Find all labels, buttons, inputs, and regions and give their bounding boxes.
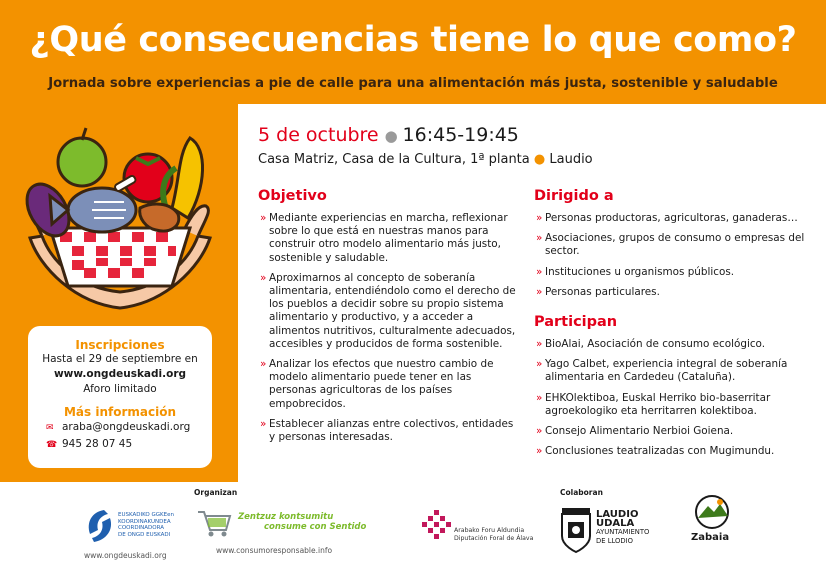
registration-box: [28, 326, 212, 468]
event-date: 5 de octubre: [258, 124, 379, 146]
list-item: » Yago Calbet, experiencia integral de soberanía alimentaria en Cardedeu (Cataluña).: [536, 358, 806, 384]
inscriptions-title: Inscripciones: [75, 338, 165, 352]
list-item: » Consejo Alimentario Nerbioi Goiena.: [536, 425, 806, 438]
dirigido-list: [536, 212, 806, 306]
list-item: » Analizar los efectos que nuestro cambio de modelo alimentario puede tener en las personas agricultoras de los países empobrecidos.: [260, 358, 516, 411]
zentzuz-line: consume con Sentido: [264, 522, 367, 532]
list-item: » Establecer alianzas entre colectivos, entidades y personas interesadas.: [260, 418, 516, 444]
ongd-line: EUSKADIKO GGKEen: [118, 512, 174, 518]
ongd-url[interactable]: www.ongdeuskadi.org: [84, 551, 167, 560]
list-item: » Personas productoras, agricultoras, ganaderas…: [536, 212, 806, 225]
araba-line: Diputación Foral de Álava: [454, 535, 534, 542]
list-item: » Conclusiones teatralizadas con Mugimundu.: [536, 445, 806, 458]
event-venue: Casa Matriz, Casa de la Cultura, 1ª planta: [258, 152, 530, 167]
organizan-label: Organizan: [194, 488, 238, 497]
ongd-logo-icon: [84, 508, 116, 544]
page-subtitle: Jornada sobre experiencias a pie de calle para una alimentación más justa, sostenible y saludable: [48, 76, 778, 91]
food-basket-illustration: [20, 118, 220, 318]
laudio-line: UDALA: [596, 518, 635, 529]
zentzuz-logo-text: [238, 512, 366, 532]
inscriptions-deadline: Hasta el 29 de septiembre en: [42, 353, 198, 365]
event-datetime: [258, 124, 519, 146]
event-place: [258, 152, 593, 167]
zabaia-logo-text: Zabaia: [691, 532, 730, 543]
zentzuz-line: Zentzuz kontsumitu: [238, 512, 334, 522]
inscriptions-site[interactable]: www.ongdeuskadi.org: [53, 368, 187, 380]
event-time: 16:45-19:45: [402, 124, 519, 146]
ongd-line: COORDINADORA: [118, 525, 164, 531]
list-item: » Mediante experiencias en marcha, reflexionar sobre lo que está en nuestras manos para construir otro modelo alimentario más justo, sostenible y saludable.: [260, 212, 516, 265]
laudio-line: LAUDIO: [596, 509, 639, 520]
araba-logo-icon: [422, 510, 452, 540]
araba-logo-text: [454, 527, 533, 543]
phone-row[interactable]: [28, 436, 212, 453]
zabaia-logo-icon: [692, 494, 732, 530]
shopping-cart-icon: [196, 508, 232, 538]
phone-icon: ☎: [46, 440, 58, 450]
laudio-shield-icon: [560, 508, 592, 554]
zentzuz-url[interactable]: www.consumoresponsable.info: [216, 546, 333, 555]
email-text: araba@ongdeuskadi.org: [62, 421, 191, 433]
laudio-logo-text: [596, 510, 649, 546]
page-title: ¿Qué consecuencias tiene lo que como?: [29, 20, 797, 60]
objetivo-list: [260, 212, 516, 451]
separator-dot: ●: [533, 152, 550, 167]
event-city: Laudio: [549, 152, 593, 167]
laudio-line: DE LLODIO: [596, 537, 633, 545]
participan-heading: Participan: [534, 314, 618, 330]
list-item: » Instituciones u organismos públicos.: [536, 266, 806, 279]
list-item: » Aproximarnos al concepto de soberanía alimentaria, entendiéndolo como el derecho de los pueblos a decidir sobre su propio sistema alimentario y productivo, y a acceder a alimentos nutritivos, culturalmente adecuados, accesibles y producidos de forma sostenible.: [260, 272, 516, 351]
inscriptions-capacity: Aforo limitado: [83, 383, 157, 395]
objetivo-heading: Objetivo: [258, 188, 327, 204]
ongd-logo-text: [118, 512, 174, 538]
email-row[interactable]: [28, 419, 212, 436]
list-item: » BioAlai, Asociación de consumo ecológico.: [536, 338, 806, 351]
colaboran-label: Colaboran: [560, 488, 603, 497]
envelope-icon: ✉: [46, 423, 54, 433]
list-item: » Personas particulares.: [536, 286, 806, 299]
araba-line: Arabako Foru Aldundia: [454, 527, 525, 534]
list-item: » EHKOlektiboa, Euskal Herriko bio-baserritar agroekologiko eta herritarren kolektiboa.: [536, 392, 806, 418]
laudio-line: AYUNTAMIENTO: [596, 528, 650, 536]
separator-dot: ●: [384, 127, 403, 145]
participan-list: [536, 338, 806, 465]
more-info-title: Más información: [63, 405, 176, 419]
dirigido-heading: Dirigido a: [534, 188, 614, 204]
ongd-line: DE ONGD EUSKADI: [118, 531, 171, 538]
ongd-line: KOORDINAKUNDEA: [118, 518, 171, 525]
phone-text: 945 28 07 45: [62, 438, 133, 450]
list-item: » Asociaciones, grupos de consumo o empresas del sector.: [536, 232, 806, 258]
